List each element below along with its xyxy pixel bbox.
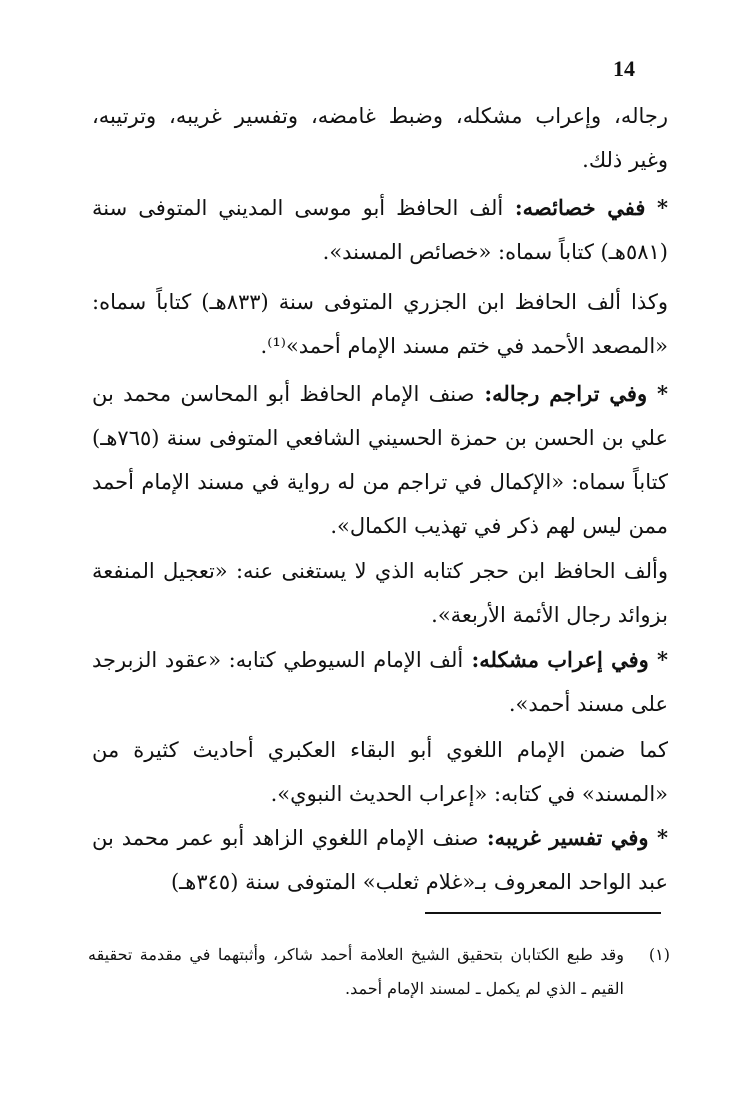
footnote bbox=[88, 938, 670, 1006]
paragraph-ukbari bbox=[92, 728, 668, 816]
paragraph-text: صنف الإمام اللغوي الزاهد أبو عمر محمد بن عبد الواحد المعروف بـ«غلام ثعلب» المتوفى سنة (٣٤٥هـ) bbox=[92, 826, 668, 894]
footnote-separator bbox=[425, 912, 661, 914]
section-heading-gharib: * وفي تفسير غريبه: bbox=[478, 825, 669, 850]
page-number: 14 bbox=[613, 56, 635, 81]
paragraph-tarajim bbox=[92, 372, 668, 548]
section-heading-tarajim: * وفي تراجم رجاله: bbox=[474, 381, 668, 406]
paragraph-ibn-jazari bbox=[92, 280, 668, 368]
section-heading-irab: * وفي إعراب مشكله: bbox=[463, 647, 668, 672]
section-heading-khasais: * ففي خصائصه: bbox=[503, 195, 668, 220]
paragraph-text: وكذا ألف الحافظ ابن الجزري المتوفى سنة (٨٣٣هـ) كتاباً سماه: «المصعد الأحمد في ختم مسند الإمام أحمد»⁽¹⁾. bbox=[92, 290, 668, 358]
paragraph-irab bbox=[92, 638, 668, 726]
paragraph-text: رجاله، وإعراب مشكله، وضبط غامضه، وتفسير غريبه، وترتيبه، وغير ذلك. bbox=[92, 104, 668, 172]
paragraph-text: صنف الإمام الحافظ أبو المحاسن محمد بن علي بن الحسن بن حمزة الحسيني الشافعي المتوفى سنة (٧٦٥هـ) كتاباً سماه: «الإكمال في تراجم من له رواية في مسند الإمام أحمد ممن ليس لهم ذكر في تهذيب الكمال». bbox=[92, 382, 668, 538]
paragraph-khasais bbox=[92, 186, 668, 274]
paragraph-intro-continuation bbox=[92, 94, 668, 182]
paragraph-text: كما ضمن الإمام اللغوي أبو البقاء العكبري أحاديث كثيرة من «المسند» في كتابه: «إعراب الحديث النبوي». bbox=[92, 738, 668, 806]
paragraph-ibn-hajar bbox=[92, 549, 668, 637]
paragraph-gharib bbox=[92, 816, 668, 904]
paragraph-text: وألف الحافظ ابن حجر كتابه الذي لا يستغنى عنه: «تعجيل المنفعة بزوائد رجال الأئمة الأربعة». bbox=[92, 559, 668, 627]
paragraph-text: ألف الإمام السيوطي كتابه: «عقود الزبرجد على مسند أحمد». bbox=[92, 648, 668, 716]
paragraph-text: ألف الحافظ أبو موسى المديني المتوفى سنة (٥٨١هـ) كتاباً سماه: «خصائص المسند». bbox=[92, 196, 668, 264]
footnote-text: وقد طبع الكتابان بتحقيق الشيخ العلامة أحمد شاكر، وأثبتهما في مقدمة تحقيقه القيم ـ الذي لم يكمل ـ لمسند الإمام أحمد. bbox=[88, 945, 624, 998]
footnote-marker: (١) bbox=[648, 945, 670, 964]
